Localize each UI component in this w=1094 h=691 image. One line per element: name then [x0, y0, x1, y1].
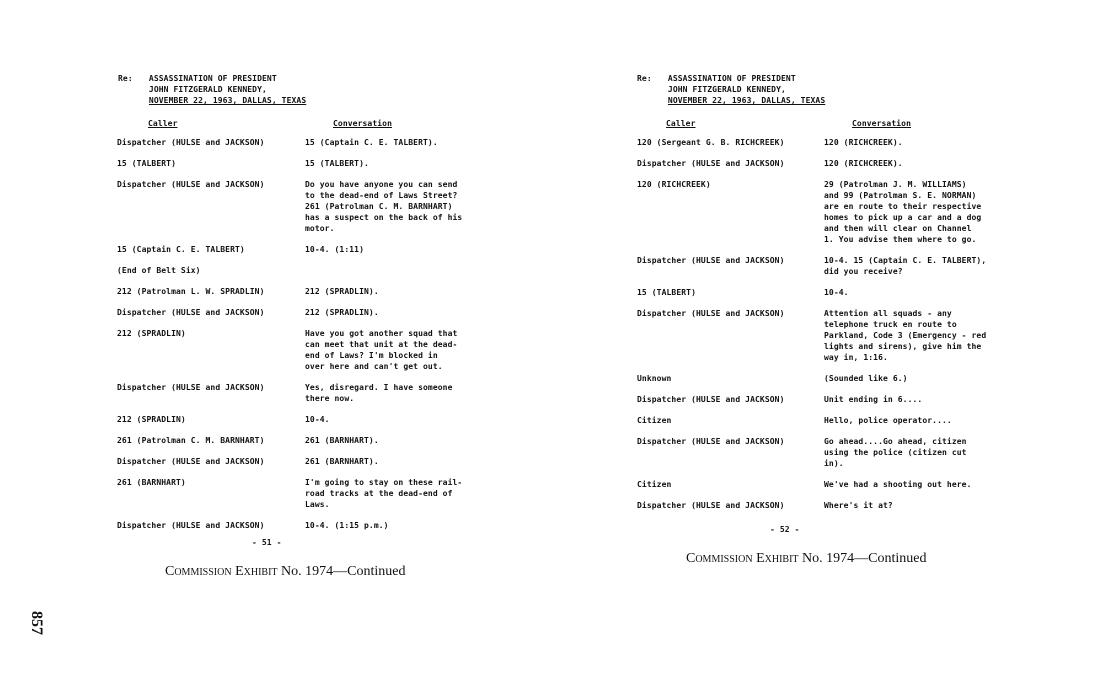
- conversation-cell: Go ahead....Go ahead, citizen using the police (citizen cut in).: [824, 437, 967, 468]
- transcript-row: [637, 158, 1014, 169]
- transcript-row: [117, 137, 495, 148]
- transcript-row: [637, 394, 1014, 405]
- conversation-cell: (Sounded like 6.): [824, 374, 908, 383]
- caller-cell: 15 (TALBERT): [637, 288, 696, 297]
- conversation-cell: Attention all squads - any telephone truck en route to Parkland, Code 3 (Emergency - red lights and sirens), give him the way in, 1:16.: [824, 309, 987, 362]
- caption-rest: No. 1974—Continued: [277, 564, 406, 579]
- subject-block: [118, 73, 306, 106]
- caller-cell: 212 (Patrolman L. W. SPRADLIN): [117, 287, 265, 296]
- transcript-row: [117, 414, 495, 425]
- conversation-cell: 10-4. 15 (Captain C. E. TALBERT), did you receive?: [824, 256, 987, 276]
- transcript-row: [117, 307, 495, 318]
- transcript-row: [637, 255, 1014, 277]
- re-label: Re:: [118, 74, 133, 83]
- conversation-cell: 120 (RICHCREEK).: [824, 159, 903, 168]
- transcript-row: [637, 287, 1014, 298]
- caller-cell: (End of Belt Six): [117, 266, 201, 275]
- exhibit-caption: [686, 551, 926, 567]
- conversation-cell: 10-4.: [305, 415, 330, 424]
- transcript-entries: [117, 137, 495, 541]
- transcript-row: [117, 328, 495, 372]
- caller-cell: Dispatcher (HULSE and JACKSON): [637, 395, 785, 404]
- transcript-row: [117, 477, 495, 510]
- transcript-row: [117, 286, 495, 297]
- subject-line: ASSASSINATION OF PRESIDENT: [148, 74, 277, 83]
- transcript-row: [117, 179, 495, 234]
- caller-cell: Dispatcher (HULSE and JACKSON): [637, 501, 785, 510]
- caller-cell: 15 (Captain C. E. TALBERT): [117, 245, 245, 254]
- caller-cell: 212 (SPRADLIN): [117, 329, 186, 338]
- caller-cell: 120 (RICHCREEK): [637, 180, 711, 189]
- subject-date-line: NOVEMBER 22, 1963, DALLAS, TEXAS: [148, 96, 307, 105]
- conversation-cell: 261 (BARNHART).: [305, 457, 379, 466]
- caption-rest: No. 1974—Continued: [798, 551, 927, 566]
- conversation-cell: 212 (SPRADLIN).: [305, 308, 379, 317]
- subject-lines: [668, 73, 825, 106]
- transcript-row: [637, 436, 1014, 469]
- conversation-cell: Do you have anyone you can send to the dead-end of Laws Street? 261 (Patrolman C. M. BARNHART) has a suspect on the back of his motor.: [305, 180, 463, 233]
- transcript-row: [637, 137, 1014, 148]
- caller-cell: 212 (SPRADLIN): [117, 415, 186, 424]
- conversation-column-header: Conversation: [852, 119, 911, 128]
- subject-lines: [149, 73, 306, 106]
- conversation-cell: 29 (Patrolman J. M. WILLIAMS) and 99 (Patrolman S. E. NORMAN) are en route to their respective homes to pick up a car and a dog and then will clear on Channel 1. You advise them where to go.: [824, 180, 982, 244]
- page-number: - 52 -: [770, 525, 800, 534]
- caller-cell: 120 (Sergeant G. B. RICHCREEK): [637, 138, 785, 147]
- transcript-row: [637, 179, 1014, 245]
- caller-cell: Dispatcher (HULSE and JACKSON): [117, 383, 265, 392]
- transcript-row: [117, 456, 495, 467]
- transcript-row: [117, 244, 495, 255]
- margin-page-number: 857: [28, 611, 45, 635]
- transcript-row: [637, 479, 1014, 490]
- caller-cell: Unknown: [637, 374, 672, 383]
- transcript-row: [117, 520, 495, 531]
- caption-prefix: Commission Exhibit: [165, 564, 278, 579]
- caller-cell: 261 (Patrolman C. M. BARNHART): [117, 436, 265, 445]
- right-document-page: [560, 0, 1094, 691]
- caller-cell: 261 (BARNHART): [117, 478, 186, 487]
- conversation-cell: [305, 265, 495, 276]
- conversation-cell: 261 (BARNHART).: [305, 436, 379, 445]
- conversation-cell: 120 (RICHCREEK).: [824, 138, 903, 147]
- subject-line: ASSASSINATION OF PRESIDENT: [667, 74, 796, 83]
- caller-cell: Citizen: [637, 480, 672, 489]
- conversation-cell: Where's it at?: [824, 501, 893, 510]
- conversation-cell: We've had a shooting out here.: [824, 480, 972, 489]
- caller-cell: Dispatcher (HULSE and JACKSON): [637, 159, 785, 168]
- conversation-cell: 10-4. (1:15 p.m.): [305, 521, 389, 530]
- caller-cell: Dispatcher (HULSE and JACKSON): [117, 138, 265, 147]
- conversation-cell: Unit ending in 6....: [824, 395, 923, 404]
- page-number: - 51 -: [252, 538, 282, 547]
- conversation-cell: Yes, disregard. I have someone there now.: [305, 383, 453, 403]
- re-label: Re:: [637, 74, 652, 83]
- transcript-row: [117, 265, 495, 276]
- caller-cell: Dispatcher (HULSE and JACKSON): [117, 457, 265, 466]
- transcript-row: [117, 435, 495, 446]
- conversation-cell: 10-4.: [824, 288, 849, 297]
- transcript-row: [637, 373, 1014, 384]
- conversation-cell: 10-4. (1:11): [305, 245, 364, 254]
- transcript-row: [637, 415, 1014, 426]
- conversation-cell: 15 (Captain C. E. TALBERT).: [305, 138, 438, 147]
- conversation-cell: Have you got another squad that can meet that unit at the dead- end of Laws? I'm blocked in over here and can't get out.: [305, 329, 458, 371]
- conversation-column-header: Conversation: [333, 119, 392, 128]
- subject-line: JOHN FITZGERALD KENNEDY,: [667, 85, 786, 94]
- caller-column-header: Caller: [148, 119, 178, 128]
- exhibit-caption: [165, 564, 405, 580]
- caller-cell: Dispatcher (HULSE and JACKSON): [117, 180, 265, 189]
- transcript-row: [117, 158, 495, 169]
- transcript-row: [637, 308, 1014, 363]
- caller-cell: Dispatcher (HULSE and JACKSON): [637, 309, 785, 318]
- conversation-cell: 212 (SPRADLIN).: [305, 287, 379, 296]
- caller-cell: Dispatcher (HULSE and JACKSON): [117, 521, 265, 530]
- caller-column-header: Caller: [666, 119, 696, 128]
- caller-cell: 15 (TALBERT): [117, 159, 176, 168]
- subject-line: JOHN FITZGERALD KENNEDY,: [148, 85, 267, 94]
- conversation-cell: I'm going to stay on these rail- road tracks at the dead-end of Laws.: [305, 478, 463, 509]
- subject-block: [637, 73, 825, 106]
- caption-prefix: Commission Exhibit: [686, 551, 799, 566]
- caller-cell: Dispatcher (HULSE and JACKSON): [637, 437, 785, 446]
- transcript-row: [117, 382, 495, 404]
- transcript-entries: [637, 137, 1014, 521]
- transcript-row: [637, 500, 1014, 511]
- caller-cell: Dispatcher (HULSE and JACKSON): [117, 308, 265, 317]
- conversation-cell: Hello, police operator....: [824, 416, 952, 425]
- subject-date-line: NOVEMBER 22, 1963, DALLAS, TEXAS: [667, 96, 826, 105]
- caller-cell: Dispatcher (HULSE and JACKSON): [637, 256, 785, 265]
- conversation-cell: 15 (TALBERT).: [305, 159, 369, 168]
- caller-cell: Citizen: [637, 416, 672, 425]
